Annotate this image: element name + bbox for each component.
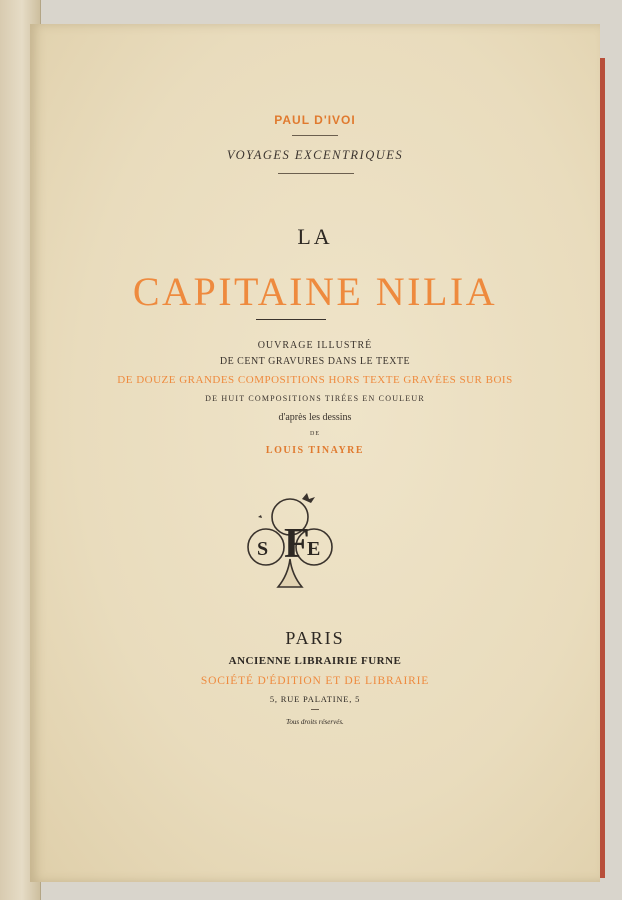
rights-notice: Tous droits réservés. — [286, 718, 344, 726]
title-article: LA — [297, 224, 333, 249]
imprint-city: PARIS — [285, 628, 345, 648]
description-line: DE CENT GRAVURES DANS LE TEXTE — [219, 356, 411, 367]
illustrator-name: LOUIS TINAYRE — [265, 445, 365, 456]
title-page — [30, 24, 600, 882]
publisher-address: 5, RUE PALATINE, 5 — [269, 694, 361, 704]
book-title: CAPITAINE NILIA — [132, 269, 498, 314]
divider-rule — [256, 319, 326, 320]
description-line: DE — [310, 431, 320, 437]
description-line: DE DOUZE GRANDES COMPOSITIONS HORS TEXTE GRAVÉES SUR BOIS — [117, 374, 513, 386]
svg-text:S: S — [257, 538, 269, 560]
facing-page-text-fragment — [4, 150, 22, 220]
divider-rule — [292, 135, 338, 136]
svg-text:F: F — [284, 521, 310, 567]
publisher-name: ANCIENNE LIBRAIRIE FURNE — [228, 655, 402, 667]
description-line: DE HUIT COMPOSITIONS TIRÉES EN COULEUR — [205, 394, 425, 403]
red-binding-edge — [600, 58, 605, 878]
publisher-monogram-icon — [244, 489, 336, 595]
svg-text:E: E — [307, 538, 321, 560]
divider-rule — [278, 173, 354, 174]
description-line: OUVRAGE ILLUSTRÉ — [257, 340, 373, 351]
author-name: PAUL D'IVOI — [274, 113, 356, 127]
series-title: VOYAGES EXCENTRIQUES — [226, 148, 404, 162]
description-line: d'après les dessins — [278, 412, 352, 423]
divider-rule — [311, 709, 319, 710]
publisher-society: SOCIÉTÉ D'ÉDITION ET DE LIBRAIRIE — [200, 675, 430, 687]
